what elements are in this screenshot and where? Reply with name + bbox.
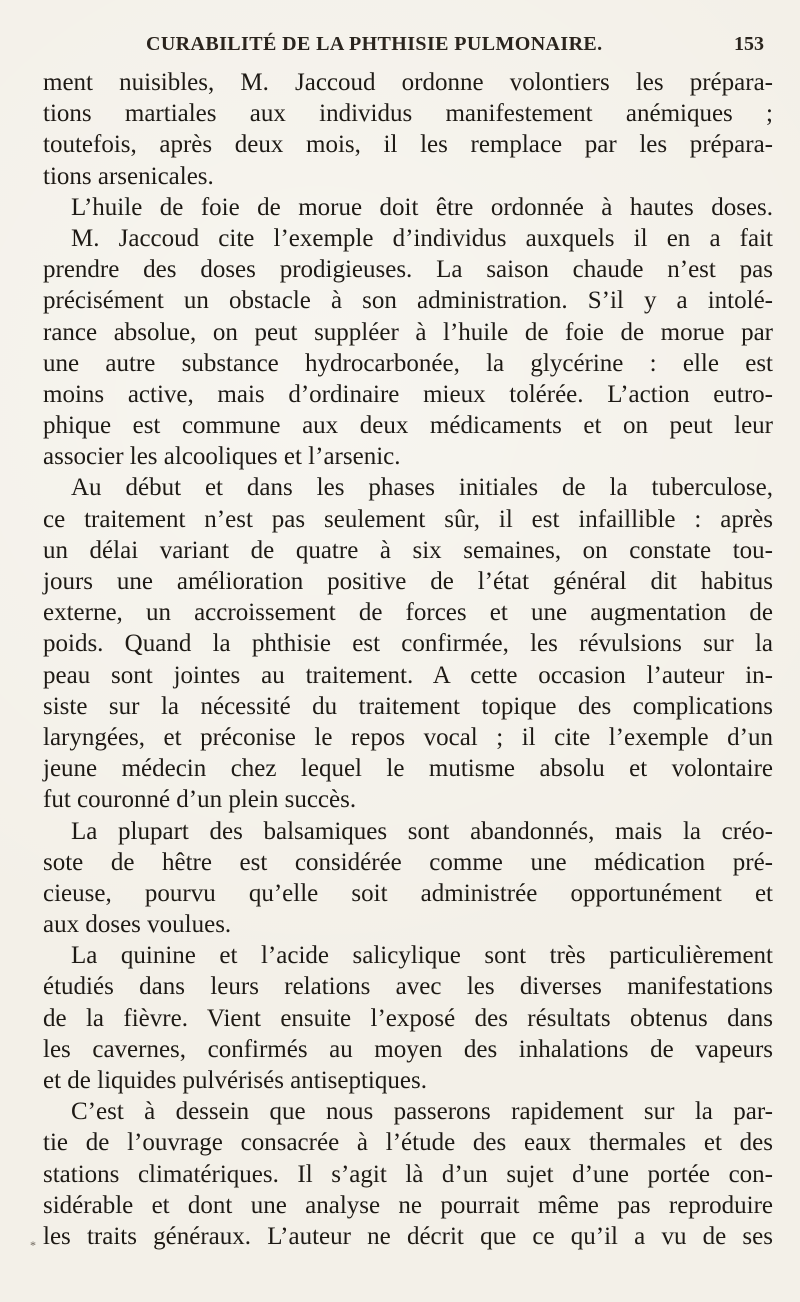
text-line: sidérable et dont une analyse ne pourrait même pas reproduire: [43, 1191, 773, 1219]
text-line: tie de l’ouvrage consacrée à l’étude des eaux thermales et des: [43, 1129, 773, 1157]
text-line: sote de hêtre est considérée comme une médication pré-: [43, 848, 773, 876]
text-line: de la fièvre. Vient ensuite l’exposé des résultats obtenus dans: [43, 1004, 773, 1032]
text-line: siste sur la nécessité du traitement topique des complications: [43, 692, 773, 720]
text-line: ce traitement n’est pas seulement sûr, il est infaillible : après: [43, 505, 773, 533]
text-line: un délai variant de quatre à six semaines, on constate tou-: [43, 536, 773, 564]
body-text: [43, 67, 773, 1252]
text-line: L’huile de foie de morue doit être ordonnée à hautes doses.: [71, 193, 773, 221]
text-line: externe, un accroissement de forces et une augmentation de: [43, 599, 773, 627]
text-line: et de liquides pulvérisés antiseptiques.: [43, 1067, 427, 1094]
text-line: fut couronné d’un plein succès.: [43, 786, 357, 814]
text-line: tions arsenicales.: [43, 162, 214, 190]
running-head: CURABILITÉ DE LA PHTHISIE PULMONAIRE.: [146, 33, 603, 55]
text-line: associer les alcooliques et l’arsenic.: [43, 443, 401, 471]
text-line: jours une amélioration positive de l’état général dit habitus: [43, 568, 773, 595]
paragraph: [43, 472, 773, 815]
paragraph: [43, 816, 773, 941]
text-line: les traits généraux. L’auteur ne décrit que ce qu’il a vu de ses: [43, 1222, 773, 1250]
text-line: les cavernes, confirmés au moyen des inhalations de vapeurs: [43, 1035, 773, 1063]
text-line: tions martiales aux individus manifestement anémiques ;: [43, 100, 773, 128]
text-line: La quinine et l’acide salicylique sont très particulièrement: [71, 942, 773, 970]
text-line: moins active, mais d’ordinaire mieux tolérée. L’action eutro-: [43, 380, 773, 408]
text-line: une autre substance hydrocarbonée, la glycérine : elle est: [43, 349, 773, 377]
page-number: 153: [734, 33, 764, 55]
text-line: ment nuisibles, M. Jaccoud ordonne volontiers les prépara-: [43, 69, 773, 96]
text-line: laryngées, et préconise le repos vocal ; il cite l’exemple d’un: [43, 723, 773, 751]
text-line: rance absolue, on peut suppléer à l’huile de foie de morue par: [43, 318, 773, 346]
text-line: toutefois, après deux mois, il les remplace par les prépara-: [43, 131, 773, 159]
paragraph: [43, 223, 773, 473]
text-line: cieuse, pourvu qu’elle soit administrée opportunément et: [43, 879, 773, 907]
paragraph: [43, 940, 773, 1096]
text-line: jeune médecin chez lequel le mutisme absolu et volontaire: [43, 755, 773, 783]
paragraph: [43, 192, 773, 223]
text-line: phique est commune aux deux médicaments et on peut leur: [43, 412, 773, 440]
text-line: Au début et dans les phases initiales de la tuberculose,: [71, 474, 773, 502]
margin-mark: *: [30, 1238, 36, 1252]
text-line: stations climatériques. Il s’agit là d’un sujet d’une portée con-: [43, 1160, 773, 1188]
text-line: C’est à dessein que nous passerons rapidement sur la par-: [71, 1098, 773, 1126]
text-line: poids. Quand la phthisie est confirmée, les révulsions sur la: [43, 630, 773, 658]
text-line: étudiés dans leurs relations avec les diverses manifestations: [43, 973, 773, 1001]
text-line: La plupart des balsamiques sont abandonnés, mais la créo-: [71, 817, 773, 845]
text-line: peau sont jointes au traitement. A cette occasion l’auteur in-: [43, 661, 773, 689]
text-line: M. Jaccoud cite l’exemple d’individus auxquels il en a fait: [71, 224, 773, 252]
page-header: [0, 33, 800, 63]
text-line: aux doses voulues.: [43, 911, 232, 939]
text-line: précisément un obstacle à son administration. S’il y a intolé-: [43, 287, 773, 315]
text-line: prendre des doses prodigieuses. La saison chaude n’est pas: [43, 256, 773, 284]
paragraph: [43, 1096, 773, 1252]
paragraph: [43, 67, 773, 192]
